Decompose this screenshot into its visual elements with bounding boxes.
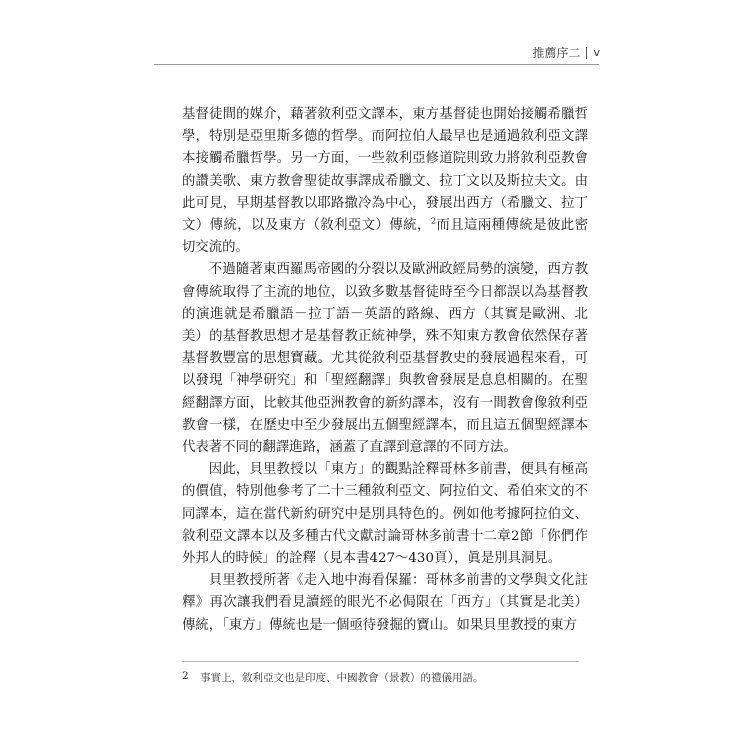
page-number: v: [593, 46, 600, 59]
paragraph-1: [182, 104, 588, 259]
header-rule: [154, 64, 599, 65]
footnote-reference: 2: [430, 216, 436, 226]
body-text: [182, 104, 588, 637]
section-title: 推薦序二: [532, 46, 581, 60]
footnote-number: 2: [182, 670, 189, 682]
footnote-rule: [182, 661, 579, 662]
footnote-text: 事實上，敘利亞文也是印度、中國教會（景教）的禮儀用語。: [200, 672, 484, 684]
paragraph-text-after: 而且這兩種傳統是彼此密切交流的。: [182, 218, 589, 256]
running-header: [532, 44, 600, 61]
paragraph-4: 貝里教授所著《走入地中海看保羅：哥林多前書的文學與文化註釋》再次讓我們看見讀經的眼光不必侷限在「西方」（其實是北美）傳統，「東方」傳統也是一個亟待發掘的寶山。如果貝里教授的東方: [182, 573, 588, 633]
paragraph-2: 不過隨著東西羅馬帝國的分裂以及歐洲政經局勢的演變，西方教會傳統取得了主流的地位，以致多數基督徒時至今日都誤以為基督教的演進就是希臘語－拉丁語－英語的路線、西方（其實是歐洲、北美）的基督教思想才是基督教正統神學，殊不知東方教會依然保存著基督教豐富的思想寶藏。尤其從敘利亞基督教史的發展過程來看，可以發現「神學研究」和「聖經翻譯」與教會發展是息息相關的。在聖經翻譯方面，比較其他亞洲教會的新約譯本，沒有一間教會像敘利亞教會一樣，在歷史中至少發展出五個聖經譯本，而且這五個聖經譯本代表著不同的翻譯進路，涵蓋了直譯到意譯的不同方法。: [182, 262, 588, 456]
paragraph-text: 基督徒間的媒介，藉著敘利亞文譯本，東方基督徒也開始接觸希臘哲學，特別是亞里斯多德的哲學。而阿拉伯人最早也是通過敘利亞文譯本接觸希臘哲學。另一方面，一些敘利亞修道院則致力將敘利亞教會的讚美歌、東方教會聖徒故事譯成希臘文、拉丁文以及斯拉夫文。由此可見，早期基督教以耶路撒冷為中心，發展出西方（希臘文、拉丁文）傳統，以及東方（敘利亞文）傳統，: [182, 107, 588, 234]
paragraph-3: 因此，貝里教授以「東方」的觀點詮釋哥林多前書，便具有極高的價值，特別他參考了二十三種敘利亞文、阿拉伯文、希伯來文的不同譯本，這在當代新約研究中是別具特色的。例如他考據阿拉伯文、敘利亞文譯本以及多種古代文獻討論哥林多前書十二章2節「你們作外邦人的時候」的詮釋（見本書427～430頁），眞是別具洞見。: [182, 462, 588, 567]
footnote: [182, 670, 592, 685]
header-divider: [586, 47, 587, 59]
